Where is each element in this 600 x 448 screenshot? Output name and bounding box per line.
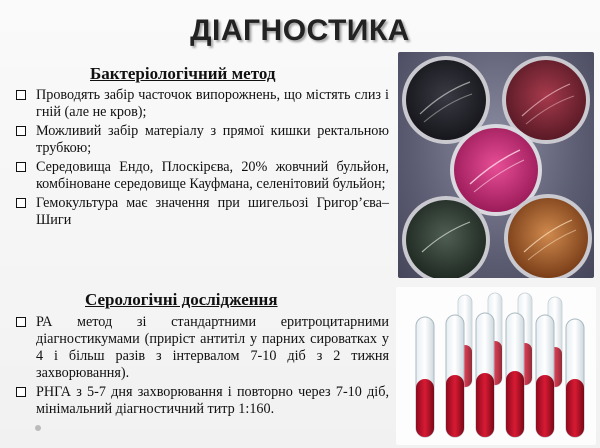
list-item: Проводять забір часточок випорожнень, що містять слиз і гній (але не кров);	[14, 87, 389, 121]
list-item: РНГА з 5-7 дня захворювання і повторно через 7-10 діб, мінімальний діагностичний титр 1:160.	[14, 384, 389, 418]
petri-dishes-icon	[398, 52, 594, 278]
checkbox-bullet-icon	[16, 90, 26, 100]
test-tubes-photo	[396, 287, 596, 445]
page-title: ДІАГНОСТИКА	[190, 14, 410, 47]
list-item: Середовища Ендо, Плоскірєва, 20% жовчний бульйон, комбіноване середовище Кауфмана, селенітовий бульйон;	[14, 159, 389, 193]
test-tubes-icon	[396, 287, 596, 445]
bacteriological-heading: Бактеріологічний метод	[90, 64, 276, 83]
checkbox-bullet-icon	[16, 317, 26, 327]
checkbox-bullet-icon	[16, 126, 26, 136]
checkbox-bullet-icon	[16, 162, 26, 172]
bacteriological-list	[14, 87, 389, 231]
checkbox-bullet-icon	[16, 198, 26, 208]
serological-list	[14, 314, 389, 420]
list-item: Можливий забір матеріалу з прямої кишки ректальною трубкою;	[14, 123, 389, 157]
list-item: Гемокультура має значення при шигельозі Григор’єва–Шиги	[14, 195, 389, 229]
serological-heading: Серологічні дослідження	[85, 290, 278, 309]
petri-dishes-photo	[398, 52, 594, 278]
list-item: РА метод зі стандартними еритроцитарними діагностикумами (приріст антитіл у парних сироватках у 4 і більш разів з інтервалом 7-10 діб з 2 тижня захворювання).	[14, 314, 389, 382]
decorative-dot	[35, 425, 41, 431]
checkbox-bullet-icon	[16, 387, 26, 397]
